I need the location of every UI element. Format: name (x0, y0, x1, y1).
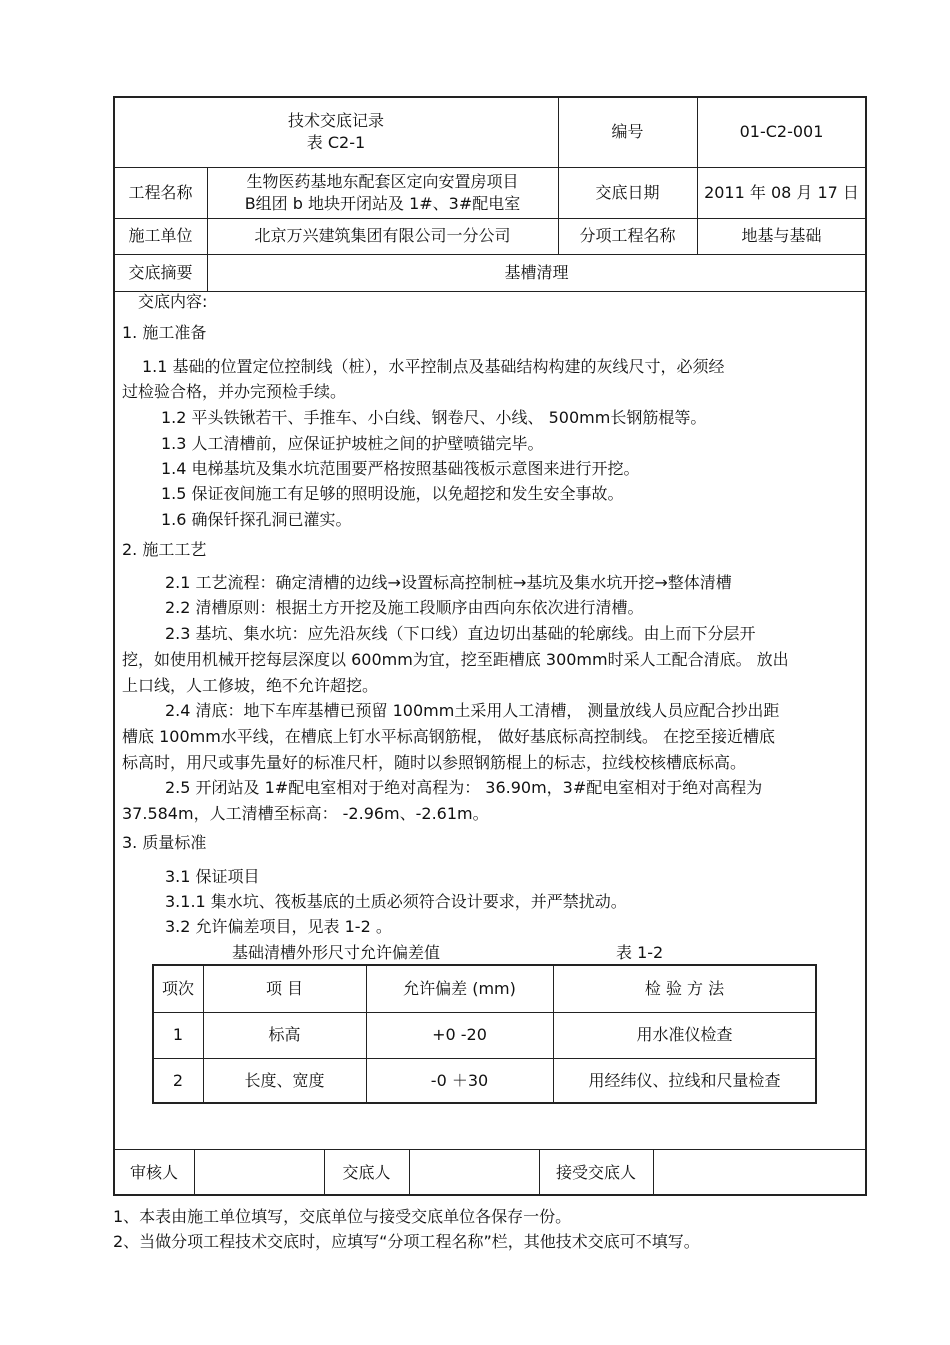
date-value: 2011 年 08 月 17 日 (704, 182, 859, 202)
row-divider (114, 291, 866, 292)
project-name-line2: B组团 b 地块开闭站及 1#、3#配电室 (244, 193, 521, 213)
table-cell: 用水准仪检查 (636, 1025, 733, 1044)
content-line: 3.1 保证项目 (165, 867, 260, 886)
reviewer-signature-field[interactable] (195, 1150, 324, 1195)
project-name-cell (207, 167, 558, 218)
section-heading: 3. 质量标准 (122, 833, 207, 852)
summary-value: 基槽清理 (504, 262, 569, 282)
table-cell: -0 ＋30 (430, 1070, 489, 1090)
content-line: 2.5 开闭站及 1#配电室相对于绝对高程为： 36.90m，3#配电室相对于绝对高程为 (165, 778, 763, 797)
content-line: 过检验合格，并办完预检手续。 (122, 382, 347, 401)
footnote: 1、本表由施工单位填写，交底单位与接受交底单位各保存一份。 (113, 1207, 572, 1226)
table-cell: 标高 (268, 1025, 301, 1044)
content-heading: 交底内容: (138, 292, 208, 311)
construction-unit-label: 施工单位 (128, 226, 193, 245)
section-heading: 1. 施工准备 (122, 323, 207, 342)
form-title-cell (114, 97, 558, 167)
footnote: 2、当做分项工程技术交底时，应填写“分项工程名称”栏，其他技术交底可不填写。 (113, 1232, 700, 1251)
table-cell: 1 (172, 1025, 184, 1044)
table-number: 表 1-2 (616, 943, 664, 962)
table-header-cell: 允许偏差 (mm) (403, 978, 516, 998)
reviewer-label: 审核人 (129, 1162, 178, 1182)
form-title: 技术交底记录 (287, 111, 384, 130)
content-line: 2.1 工艺流程：确定清槽的边线→设置标高控制桩→基坑及集水坑开挖→整体清槽 (165, 573, 732, 592)
content-line: 1.1 基础的位置定位控制线（桩），水平控制点及基础结构构建的灰线尺寸，必须经 (142, 357, 725, 376)
date-label: 交底日期 (595, 182, 660, 202)
summary-label: 交底摘要 (128, 262, 193, 282)
table-header-cell: 项 目 (265, 978, 304, 998)
content-line: 37.584m，人工清槽至标高： -2.96m、-2.61m。 (122, 804, 489, 823)
content-line: 挖，如使用机械开挖每层深度以 600mm为宜，挖至距槽底 300mm时采人工配合清底。 放出 (122, 650, 789, 669)
content-line: 1.2 平头铁锹若干、手推车、小白线、钢卷尺、小线、 500mm长钢筋棍等。 (161, 408, 707, 427)
construction-unit-value: 北京万兴建筑集团有限公司一分公司 (254, 226, 511, 245)
receiver-label: 接受交底人 (555, 1162, 636, 1182)
content-line: 标高时，用尺或事先量好的标准尺杆，随时以参照钢筋棍上的标志，拉线校核槽底标高。 (122, 753, 747, 772)
sub-project-value: 地基与基础 (741, 226, 822, 245)
presenter-signature-field[interactable] (410, 1150, 539, 1195)
code-value: 01-C2-001 (739, 122, 824, 141)
content-line: 1.6 确保钎探孔洞已灌实。 (161, 510, 352, 529)
content-line: 2.2 清槽原则：根据土方开挖及施工段顺序由西向东依次进行清槽。 (165, 598, 644, 617)
content-line: 2.3 基坑、集水坑：应先沿灰线（下口线）直边切出基础的轮廓线。由上而下分层开 (165, 624, 756, 643)
table-cell: 用经纬仪、拉线和尺量检查 (588, 1070, 781, 1090)
form-number: 表 C2-1 (306, 133, 366, 152)
sub-project-label: 分项工程名称 (579, 226, 676, 245)
section-heading: 2. 施工工艺 (122, 540, 207, 559)
content-line: 槽底 100mm水平线，在槽底上钉水平标高钢筋棍， 做好基底标高控制线。 在挖至接近槽底 (122, 727, 775, 746)
content-line: 上口线，人工修坡，绝不允许超挖。 (122, 676, 379, 695)
content-line: 1.5 保证夜间施工有足够的照明设施，以免超挖和发生安全事故。 (161, 484, 624, 503)
table-header-cell: 检 验 方 法 (644, 978, 725, 998)
table-cell: 2 (172, 1070, 184, 1090)
table-cell: 长度、宽度 (244, 1070, 325, 1090)
content-line: 3.1.1 集水坑、筏板基底的土质必须符合设计要求，并严禁扰动。 (165, 892, 627, 911)
project-name-label: 工程名称 (128, 182, 193, 202)
project-name-line1: 生物医药基地东配套区定向安置房项目 (246, 171, 519, 191)
content-line: 1.3 人工清槽前，应保证护坡桩之间的护壁喷锚完毕。 (161, 434, 544, 453)
content-line: 2.4 清底：地下车库基槽已预留 100mm土采用人工清槽， 测量放线人员应配合抄出距 (165, 701, 780, 720)
code-label: 编号 (611, 122, 644, 141)
table-header-cell: 项次 (161, 978, 194, 998)
table-caption: 基础清槽外形尺寸允许偏差值 (232, 943, 441, 962)
content-line: 1.4 电梯基坑及集水坑范围要严格按照基础筏板示意图来进行开挖。 (161, 459, 640, 478)
content-line: 3.2 允许偏差项目，见表 1-2 。 (165, 917, 392, 936)
receiver-signature-field[interactable] (654, 1150, 866, 1195)
presenter-label: 交底人 (342, 1162, 391, 1182)
table-cell: +0 -20 (432, 1025, 487, 1044)
